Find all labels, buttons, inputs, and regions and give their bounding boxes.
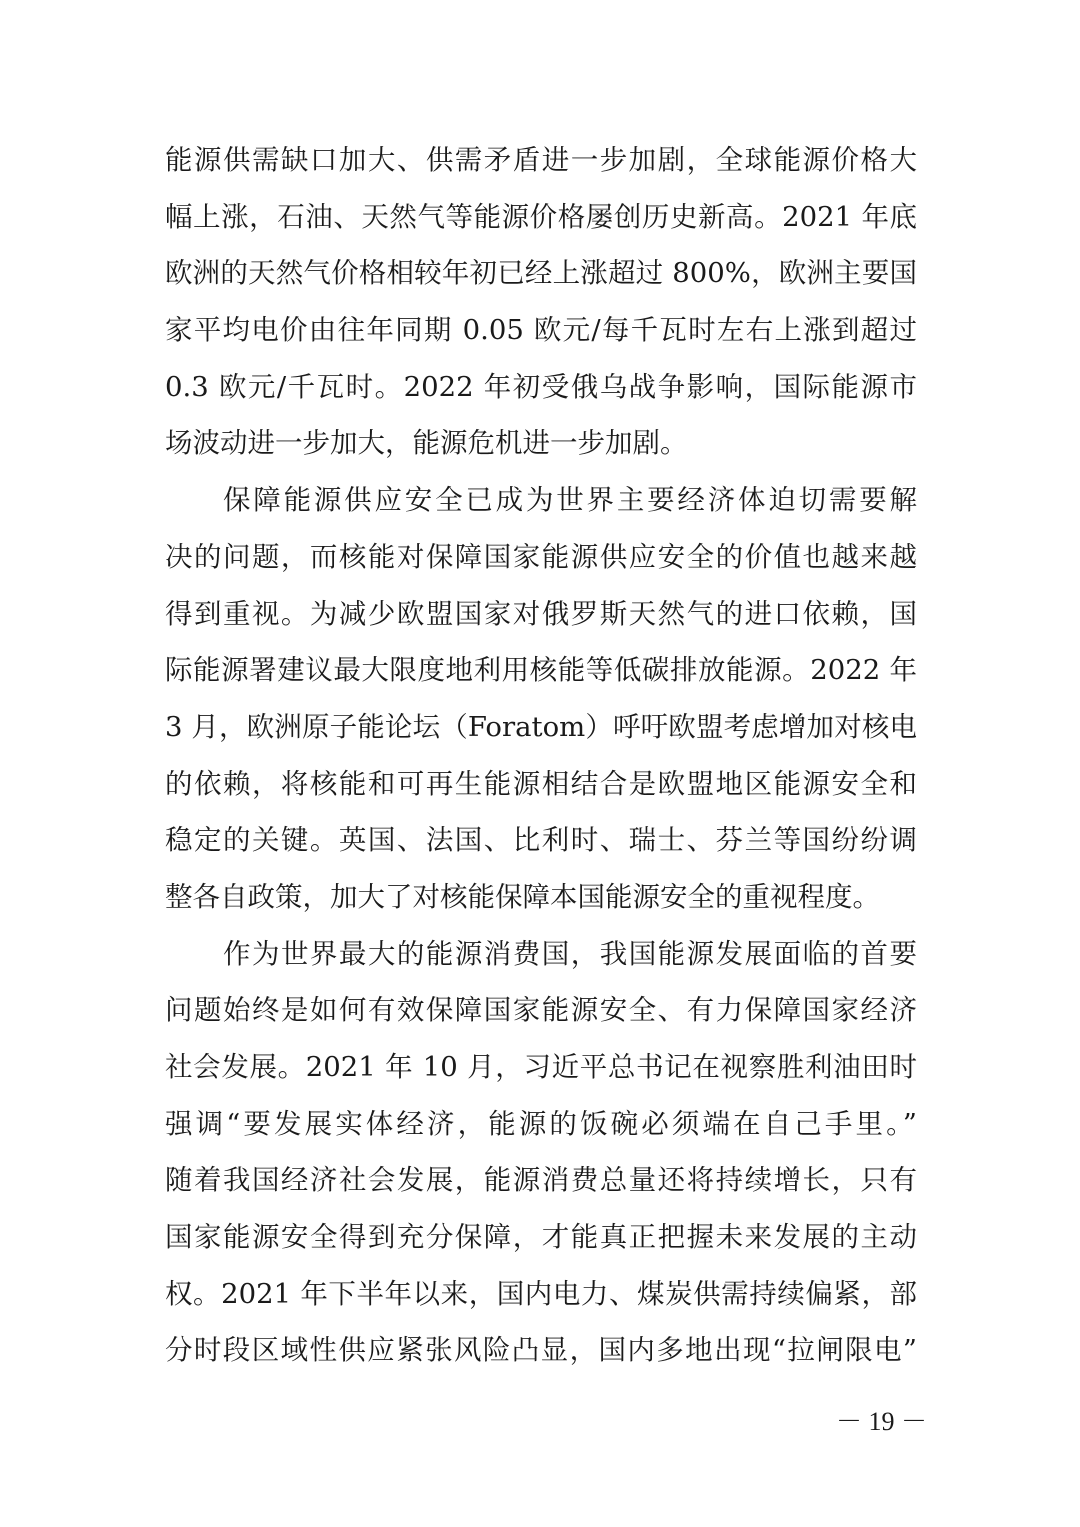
text-line: 分时段区域性供应紧张风险凸显，国内多地出现“拉闸限电” (165, 1334, 917, 1367)
text-line: 3 月，欧洲原子能论坛（Foratom）呼吁欧盟考虑增加对核电 (165, 710, 917, 743)
text-line: 强调“要发展实体经济，能源的饭碗必须端在自己手里。” (165, 1107, 917, 1140)
text-line: 国家能源安全得到充分保障，才能真正把握未来发展的主动 (165, 1221, 917, 1254)
text-line: 场波动进一步加大，能源危机进一步加剧。 (165, 427, 688, 460)
text-line: 整各自政策，加大了对核能保障本国能源安全的重视程度。 (165, 880, 880, 913)
text-line: 保障能源供应安全已成为世界主要经济体迫切需要解 (223, 484, 917, 517)
text-line: 的依赖，将核能和可再生能源相结合是欧盟地区能源安全和 (165, 767, 917, 800)
text-line: 决的问题，而核能对保障国家能源供应安全的价值也越来越 (165, 540, 917, 573)
text-line: 得到重视。为减少欧盟国家对俄罗斯天然气的进口依赖，国 (165, 597, 917, 630)
text-line: 随着我国经济社会发展，能源消费总量还将持续增长，只有 (165, 1164, 917, 1197)
body-text (165, 132, 917, 1379)
text-line: 社会发展。2021 年 10 月，习近平总书记在视察胜利油田时 (165, 1051, 917, 1083)
text-line: 稳定的关键。英国、法国、比利时、瑞士、芬兰等国纷纷调 (165, 824, 917, 857)
text-line: 0.3 欧元/千瓦时。2022 年初受俄乌战争影响，国际能源市 (165, 370, 917, 403)
text-line: 幅上涨，石油、天然气等能源价格屡创历史新高。2021 年底 (165, 200, 917, 233)
text-line: 权。2021 年下半年以来，国内电力、煤炭供需持续偏紧，部 (165, 1277, 917, 1310)
page-number: － 19 － (836, 1407, 928, 1436)
text-line: 欧洲的天然气价格相较年初已经上涨超过 800%，欧洲主要国 (165, 257, 917, 290)
text-line: 问题始终是如何有效保障国家能源安全、有力保障国家经济 (165, 994, 917, 1027)
text-line: 家平均电价由往年同期 0.05 欧元/每千瓦时左右上涨到超过 (165, 314, 917, 347)
text-line: 作为世界最大的能源消费国，我国能源发展面临的首要 (223, 937, 917, 970)
text-line: 际能源署建议最大限度地利用核能等低碳排放能源。2022 年 (165, 654, 917, 687)
text-line: 能源供需缺口加大、供需矛盾进一步加剧，全球能源价格大 (165, 144, 917, 176)
